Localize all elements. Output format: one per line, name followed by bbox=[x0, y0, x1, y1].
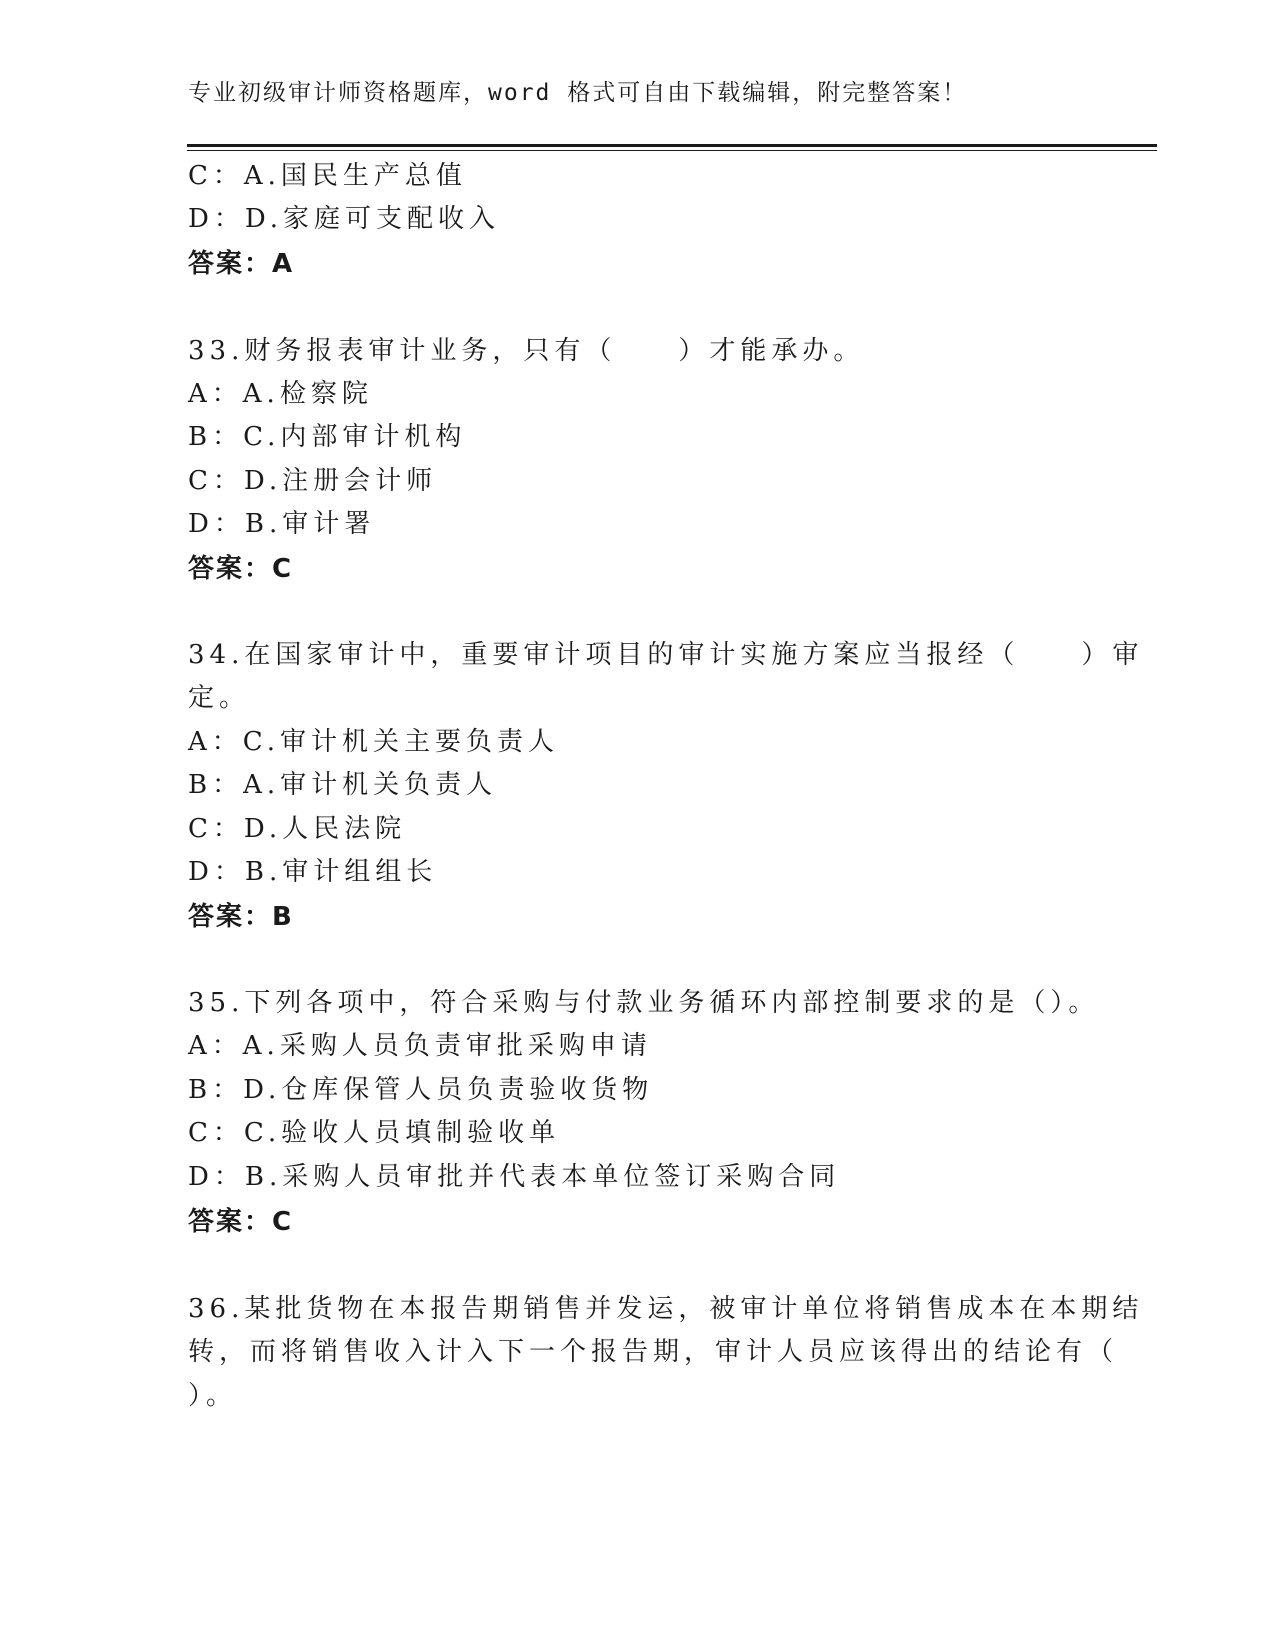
prev-option-d: D：D.家庭可支配收入 bbox=[188, 204, 501, 234]
q33-answer: 答案：C bbox=[188, 554, 294, 584]
q35-option-a: A：A.采购人员负责审批采购申请 bbox=[188, 1031, 652, 1061]
q34-stem-line2: 定。 bbox=[188, 683, 251, 713]
q34-stem-line1: 34.在国家审计中，重要审计项目的审计实施方案应当报经（ ）审 bbox=[188, 640, 1144, 670]
q33-option-d: D：B.审计署 bbox=[188, 509, 376, 539]
q36-stem-line3: ）。 bbox=[188, 1381, 238, 1411]
q33-option-a: A：A.检察院 bbox=[188, 379, 373, 409]
q34-answer: 答案：B bbox=[188, 902, 294, 932]
q35-option-d: D：B.采购人员审批并代表本单位签订采购合同 bbox=[188, 1162, 841, 1192]
q34-option-a: A：C.审计机关主要负责人 bbox=[188, 727, 560, 757]
q35-stem: 35.下列各项中，符合采购与付款业务循环内部控制要求的是（）。 bbox=[188, 988, 1100, 1018]
q33-option-b: B：C.内部审计机构 bbox=[188, 422, 467, 452]
q34-option-c: C：D.人民法院 bbox=[188, 814, 407, 844]
header-rule-thin bbox=[187, 150, 1157, 151]
q34-option-d: D：B.审计组组长 bbox=[188, 857, 438, 887]
q33-stem: 33.财务报表审计业务，只有（ ）才能承办。 bbox=[188, 336, 865, 366]
q34-option-b: B：A.审计机关负责人 bbox=[188, 770, 498, 800]
q36-stem-line2: 转，而将销售收入计入下一个报告期，审计人员应该得出的结论有（ bbox=[188, 1337, 1119, 1367]
q33-option-c: C：D.注册会计师 bbox=[188, 466, 438, 496]
prev-answer: 答案：A bbox=[188, 249, 295, 279]
prev-option-c: C：A.国民生产总值 bbox=[188, 161, 467, 191]
q35-option-b: B：D.仓库保管人员负责验收货物 bbox=[188, 1075, 654, 1105]
q35-answer: 答案：C bbox=[188, 1207, 294, 1237]
q35-option-c: C：C.验收人员填制验收单 bbox=[188, 1118, 561, 1148]
page-header: 专业初级审计师资格题库，word 格式可自由下载编辑，附完整答案！ bbox=[188, 80, 968, 106]
q36-stem-line1: 36.某批货物在本报告期销售并发运，被审计单位将销售成本在本期结 bbox=[188, 1294, 1144, 1324]
header-rule-thick bbox=[187, 144, 1157, 147]
